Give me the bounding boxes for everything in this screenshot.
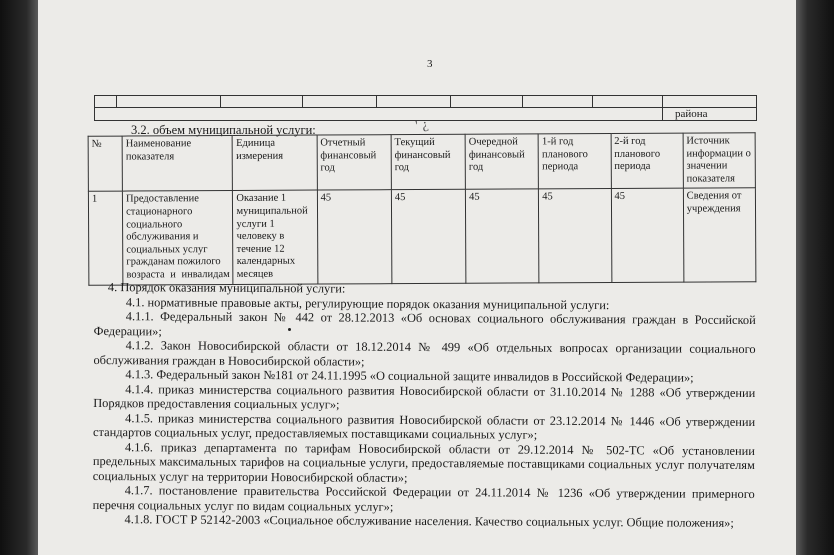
top-row-last-cell: района [663,108,757,121]
paragraph-4-1-3: 4.1.3. Федеральный закон №181 от 24.11.1995 «О социальной защите инвалидов в Российской Федерации»; [125,367,694,385]
header-current-year: Текущий финансовый год [391,134,466,190]
ink-dot [288,328,291,331]
cell-next-year: 45 [466,189,540,283]
cell-current-year: 45 [391,190,466,284]
table-row [88,188,755,285]
header-plan-year-1: 1-й год планового периода [538,134,610,190]
paragraph-4-1-8: 4.1.8. ГОСТ Р 52142-2003 «Социальное обслуживание населения. Качество социальных услуг. Общие положения»; [124,512,734,530]
paragraph-4-1-6: 4.1.6. приказ департамента по тарифам Новосибирской области от 29.12.2014 № 502-ТС «Об установлении предельных максимальных тарифов на социальные услуги, предоставляемые поставщиками социальных услуг получателям социальных услуг на территории Новосибирской области»; [92,439,756,485]
document-page [38,0,796,555]
paragraph-4-1-2: 4.1.2. Закон Новосибирской области от 18.12.2014 № 499 «Об отдельных вопросах организации социального обслуживания граждан в Новосибирской области»; [93,338,756,369]
service-volume-table [88,132,757,285]
header-plan-year-2: 2-й год планового периода [611,133,683,189]
page-number: 3 [427,58,433,70]
cell-plan-year-1: 45 [539,189,612,283]
body-text [92,280,755,531]
table-header-row [88,133,755,192]
paragraph-4-1-7: 4.1.7. постановление правительства Российской Федерации от 24.11.2014 № 1236 «Об утверждении примерного перечня социальных услуг по видам социальных услуг»; [92,483,755,514]
cell-unit: Оказание 1 муниципальной услуги 1 человеку в течение 12 календарных месяцев [233,190,318,284]
paragraph-4-1-5: 4.1.5. приказ министерства социального развития Новосибирской области от 23.12.2014 № 1446 «Об утверждении стандартов социальных услуг, предоставляемых поставщиками социальных услуг»; [93,410,756,442]
section-title: 3.2. объем муниципальной услуги: [131,123,316,137]
header-unit: Единица измерения [233,135,318,191]
cell-num: 1 [88,191,123,284]
paragraph-4-1-1: 4.1.1. Федеральный закон № 442 от 28.12.2013 «Об основах социального обслуживания граждан в Российской Федерации»; [93,309,756,338]
header-next-year: Очередной финансовый год [465,134,539,190]
header-name: Наименование показателя [122,135,233,191]
cell-name: Предоставление стационарного социального обслуживания и социальных услуг гражданам пожилого возраста и инвалидам [122,191,233,285]
cell-source: Сведения от учреждения [683,188,756,282]
scan-edge-left [0,0,38,555]
paragraph-4: 4. Порядок оказания муниципальной услуги: [107,280,346,296]
handwritten-mark: ' ¿ [414,116,430,135]
header-num: № [88,136,122,192]
header-source: Источник информации о значении показателя [683,133,756,189]
header-reporting-year: Отчетный финансовый год [317,135,392,191]
scan-edge-right [796,0,834,555]
cell-plan-year-2: 45 [611,189,684,283]
paragraph-4-1: 4.1. нормативные правовые акты, регулирующие порядок оказания муниципальной услуги: [125,294,610,312]
paragraph-4-1-4: 4.1.4. приказ министерства социального развития Новосибирской области от 31.10.2014 № 1288 «Об утверждении Порядков предоставления социальных услуг»; [93,381,756,412]
cell-reporting-year: 45 [317,190,392,284]
